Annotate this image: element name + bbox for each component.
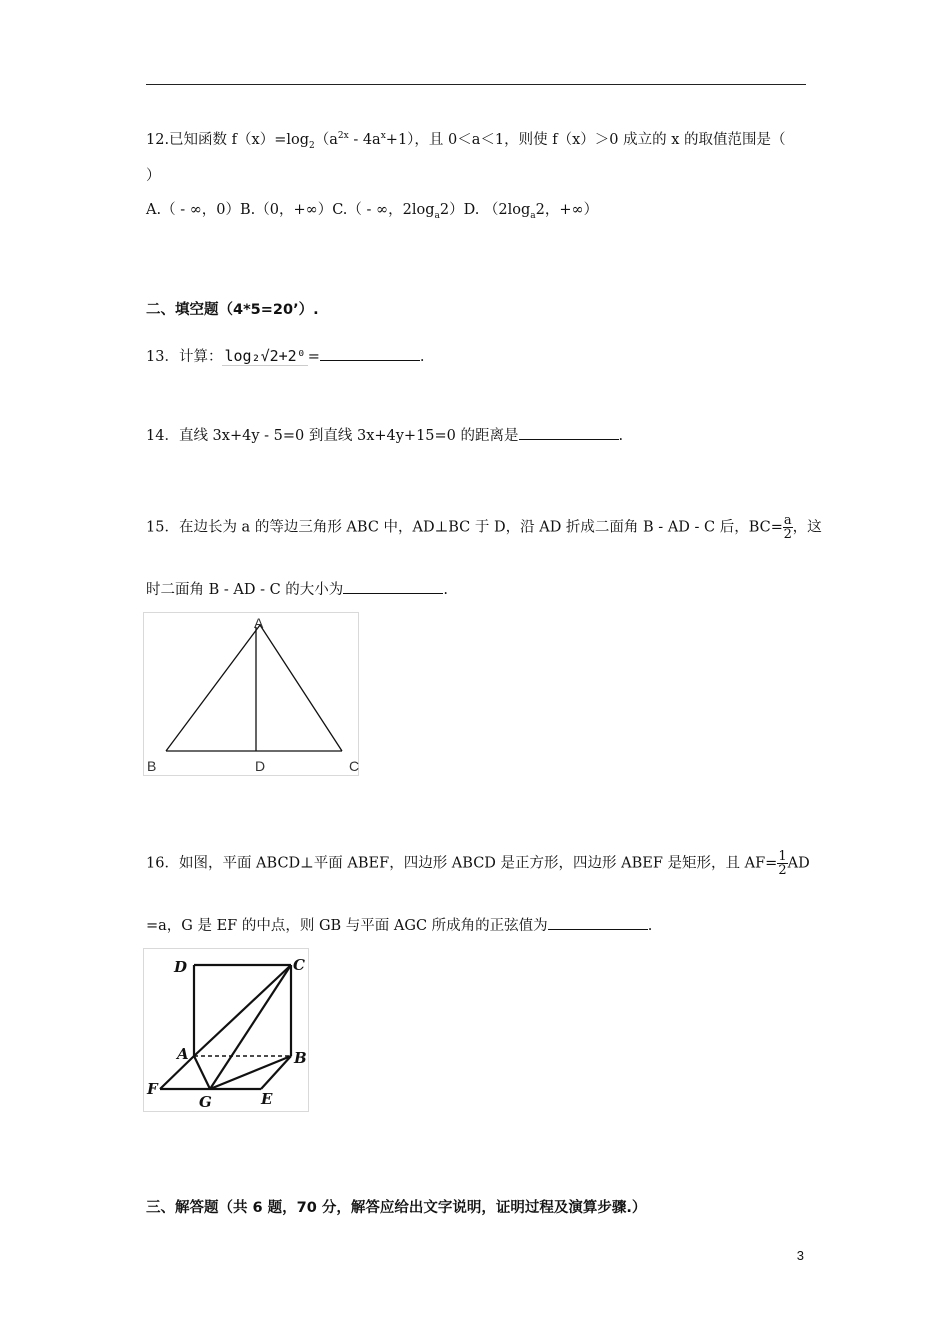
edge-ca [194,965,291,1056]
q13 [146,345,425,366]
label-c: C [349,758,360,774]
q16-frac-den: 2 [778,863,787,878]
q16-text: 16．如图，平面 ABCD⊥平面 ABEF，四边形 ABCD 是正方形，四边形 ABEF 是矩形，且 AF= [146,855,778,872]
q15-fraction [783,514,793,541]
section3-heading: 三、解答题（共 6 题，70 分，解答应给出文字说明，证明过程及演算步骤.） [146,1200,647,1216]
q12-exp2: x [380,131,386,142]
q16-answer-blank [548,915,648,930]
q13-end: . [419,349,425,365]
q15-end: . [443,582,448,598]
q12-options-sub2: a [530,210,536,221]
label-d: D [174,958,188,976]
label-g: G [199,1093,212,1111]
q12-options-b: 2）D. （2log [439,202,531,218]
label-a: A [254,615,264,631]
triangle-figure [143,612,359,776]
q16-fraction [777,850,787,877]
q13-answer-blank [320,346,420,361]
q14 [146,424,623,445]
q13-equals: = [307,349,320,365]
q15-answer-blank [343,579,443,594]
page-number: 3 [796,1248,804,1263]
q12-log-base: 2 [309,140,315,151]
q14-text: 14．直线 3x+4y - 5=0 到直线 3x+4y+15=0 的距离是 [146,428,519,444]
label-c: C [293,956,305,974]
q13-expression: log₂√2+2⁰ [224,347,306,365]
q12-text-a: 12.已知函数 f（x）=log [146,132,310,148]
q12-options-a: A.（ - ∞，0）B.（0，+∞）C.（ - ∞，2log [146,202,435,218]
q12-text-b: （a [314,132,338,148]
solid-diagram [144,949,308,1111]
q15-line1 [146,514,822,541]
q15-line2-text: 时二面角 B - AD - C 的大小为 [146,582,344,598]
q12-line2: ） [146,168,161,184]
q15-line1-end: ，这 [792,519,822,536]
q12-text-c: - 4a [348,132,381,148]
header-rule [146,84,806,85]
label-d: D [255,758,266,774]
q16-line1 [146,850,810,877]
q16-line2 [146,914,652,935]
label-b: B [147,758,157,774]
q12-exp1: 2x [337,131,349,142]
edge-ac [260,625,342,751]
q14-answer-blank [519,425,619,440]
q15-line2 [146,578,448,599]
q13-prefix: 13．计算： [146,349,223,365]
edge-ag [194,1056,210,1089]
label-b: B [294,1049,307,1067]
edge-gb [210,1056,291,1089]
q16-frac-num: 1 [778,849,787,864]
solid-figure [143,948,309,1112]
section2-heading: 二、填空题（4*5=20’）. [146,302,319,318]
q12-line1 [146,128,786,151]
q15-text: 15．在边长为 a 的等边三角形 ABC 中，AD⊥BC 于 D，沿 AD 折成二面角 B - AD - C 后， [146,519,749,536]
q15-frac-den: 2 [783,527,792,542]
q15-frac-num: a [783,513,792,528]
q16-end: . [647,918,653,934]
q16-line1-end: AD [787,855,810,872]
q12-options-c: 2，+∞） [535,202,599,218]
label-a: A [177,1045,189,1063]
label-e: E [261,1090,273,1108]
q16-line2-text: =a，G 是 EF 的中点，则 GB 与平面 AGC 所成角的正弦值为 [146,918,548,934]
q14-end: . [618,428,624,444]
triangle-diagram [144,613,358,775]
edge-ab [166,625,260,751]
q15-bc-label: BC= [748,519,783,536]
label-f: F [147,1080,158,1098]
q12-options-sub1: a [434,210,440,221]
q12-text-d: +1），且 0＜a＜1，则使 f（x）＞0 成立的 x 的取值范围是（ [385,132,786,148]
q12-options [146,198,598,221]
